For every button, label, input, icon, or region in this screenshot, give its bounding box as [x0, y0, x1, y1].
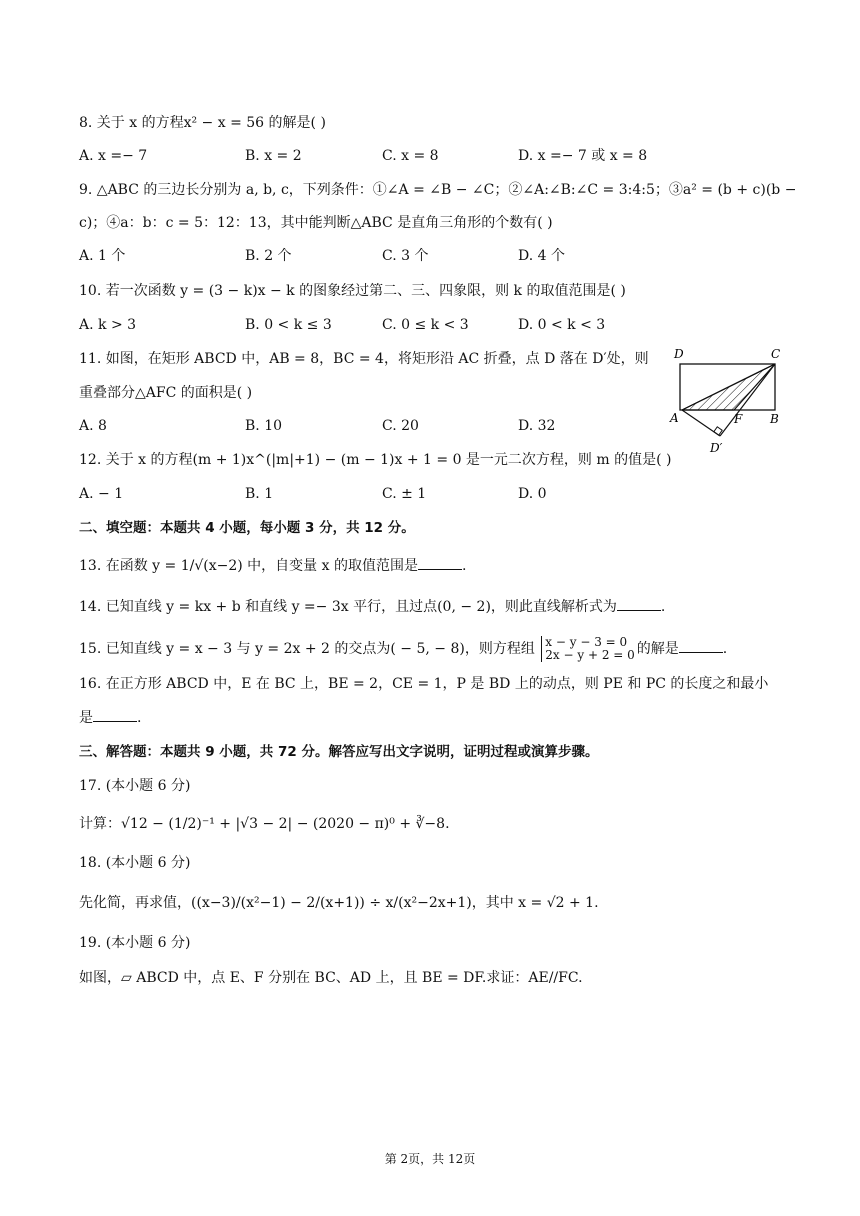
q10-option-a: A. k > 3	[79, 317, 137, 333]
q13-text: 13. 在函数 y = 1/√(x−2) 中，自变量 x 的取值范围是	[79, 558, 418, 574]
q11-option-d: D. 32	[518, 418, 556, 434]
q11-option-b: B. 10	[245, 418, 283, 434]
q9-option-b: B. 2 个	[245, 248, 292, 264]
label-a: A	[670, 411, 679, 425]
page-footer: 第 2页，共 12页	[384, 1152, 476, 1166]
label-d: D	[674, 347, 684, 361]
q8-option-a: A. x =− 7	[79, 148, 148, 164]
q14-text: 14. 已知直线 y = kx + b 和直线 y =− 3x 平行，且过点(0, − 2)，则此直线解析式为	[79, 599, 617, 615]
q15-end: .	[722, 641, 728, 657]
q8-option-c: C. x = 8	[382, 148, 439, 164]
q8-option-b: B. x = 2	[245, 148, 302, 164]
q15-eq1: x − y − 3 = 0	[545, 635, 628, 649]
q10-option-d: D. 0 < k < 3	[518, 317, 606, 333]
q16-line1: 16. 在正方形 ABCD 中，E 在 BC 上，BE = 2，CE = 1，P 是 BD 上的动点，则 PE 和 PC 的长度之和最小	[79, 676, 769, 692]
label-d-prime: D′	[710, 441, 723, 454]
q17-body: 计算：√12 − (1/2)⁻¹ + |√3 − 2| − (2020 − π)⁰ + ∛−8.	[79, 816, 450, 832]
q13-answer-blank	[418, 557, 462, 570]
q11-stem-line1: 11. 如图，在矩形 ABCD 中，AB = 8，BC = 4，将矩形沿 AC 折叠，点 D 落在 D′处，则	[79, 351, 649, 367]
q19-body: 如图，▱ ABCD 中，点 E、F 分别在 BC、AD 上，且 BE = DF.求证：AE//FC.	[79, 970, 583, 986]
q13	[79, 556, 466, 576]
q16-end: .	[137, 710, 142, 726]
section-fill-in-title: 二、填空题：本题共 4 小题，每小题 3 分，共 12 分。	[79, 520, 415, 536]
q12-option-b: B. 1	[245, 486, 274, 502]
q16-text: 是	[79, 710, 93, 726]
section-solve-title: 三、解答题：本题共 9 小题，共 72 分。解答应写出文字说明，证明过程或演算步骤。	[79, 744, 599, 760]
q9-stem-line2: c)；④a：b：c = 5：12：13，其中能判断△ABC 是直角三角形的个数有( )	[79, 215, 553, 231]
q17-title: 17. (本小题 6 分)	[79, 778, 191, 794]
q15-eq2: 2x − y + 2 = 0	[545, 648, 635, 662]
q16-line2	[79, 708, 141, 728]
q12-option-a: A. − 1	[79, 486, 124, 502]
q10-option-c: C. 0 ≤ k < 3	[382, 317, 469, 333]
q9-option-a: A. 1 个	[79, 248, 126, 264]
q11-figure	[668, 346, 788, 454]
q18-title: 18. (本小题 6 分)	[79, 855, 191, 871]
q12-stem: 12. 关于 x 的方程(m + 1)x^(|m|+1) − (m − 1)x + 1 = 0 是一元二次方程，则 m 的值是( )	[79, 452, 672, 468]
q16-answer-blank	[93, 709, 137, 722]
q11-option-c: C. 20	[382, 418, 419, 434]
q10-option-b: B. 0 < k ≤ 3	[245, 317, 332, 333]
q12-option-c: C. ± 1	[382, 486, 427, 502]
q9-option-c: C. 3 个	[382, 248, 429, 264]
label-b: B	[770, 412, 779, 426]
q13-end: .	[461, 558, 467, 574]
q14	[79, 597, 665, 617]
q9-option-d: D. 4 个	[518, 248, 565, 264]
q14-end: .	[660, 599, 666, 615]
q9-stem-line1: 9. △ABC 的三边长分别为 a, b, c，下列条件：①∠A = ∠B − ∠C；②∠A:∠B:∠C = 3:4:5；③a² = (b + c)(b −	[79, 182, 797, 198]
q15-equation-system	[541, 636, 635, 662]
label-f: F	[734, 412, 743, 426]
q8-option-d: D. x =− 7 或 x = 8	[518, 148, 648, 164]
q15	[79, 636, 727, 662]
q11-option-a: A. 8	[79, 418, 107, 434]
q14-answer-blank	[617, 598, 661, 611]
label-c: C	[771, 347, 781, 361]
q15-mid: 的解是	[636, 641, 679, 657]
q18-body: 先化简，再求值，((x−3)/(x²−1) − 2/(x+1)) ÷ x/(x²−2x+1)，其中 x = √2 + 1.	[79, 895, 599, 911]
q15-answer-blank	[679, 640, 723, 653]
q8-stem: 8. 关于 x 的方程x² − x = 56 的解是( )	[79, 115, 326, 131]
q11-stem-line2: 重叠部分△AFC 的面积是( )	[79, 385, 253, 401]
q12-option-d: D. 0	[518, 486, 547, 502]
q19-title: 19. (本小题 6 分)	[79, 935, 191, 951]
q15-text: 15. 已知直线 y = x − 3 与 y = 2x + 2 的交点为( − 5, − 8)，则方程组	[79, 641, 535, 657]
q10-stem: 10. 若一次函数 y = (3 − k)x − k 的图象经过第二、三、四象限，则 k 的取值范围是( )	[79, 283, 626, 299]
